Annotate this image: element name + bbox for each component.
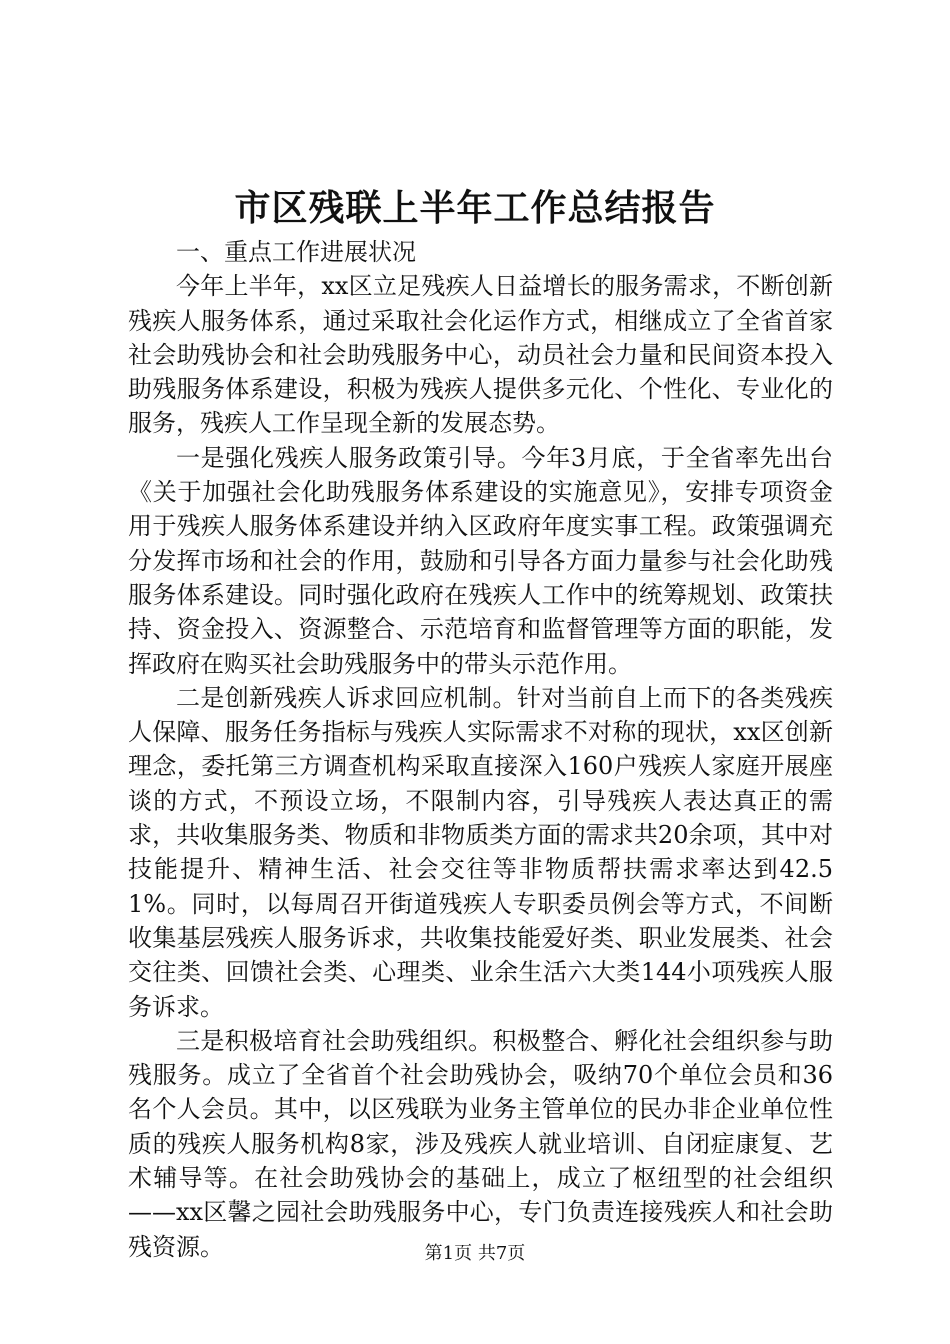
document-body bbox=[128, 235, 833, 1264]
body-paragraph: 一是强化残疾人服务政策引导。今年3月底，于全省率先出台《关于加强社会化助残服务体系建设的实施意见》，安排专项资金用于残疾人服务体系建设并纳入区政府年度实事工程。政策强调充分发挥市场和社会的作用，鼓励和引导各方面力量参与社会化助残服务体系建设。同时强化政府在残疾人工作中的统筹规划、政策扶持、资金投入、资源整合、示范培育和监督管理等方面的职能，发挥政府在购买社会助残服务中的带头示范作用。 bbox=[128, 443, 833, 678]
section-heading: 一、重点工作进展状况 bbox=[176, 238, 416, 266]
body-paragraph: 二是创新残疾人诉求回应机制。针对当前自上而下的各类残疾人保障、服务任务指标与残疾人实际需求不对称的现状，xx区创新理念，委托第三方调查机构采取直接深入160户残疾人家庭开展座谈的方式，不预设立场，不限制内容，引导残疾人表达真正的需求，共收集服务类、物质和非物质类方面的需求共20余项，其中对技能提升、精神生活、社会交往等非物质帮扶需求率达到42.51%。同时，以每周召开街道残疾人专职委员例会等方式，不间断收集基层残疾人服务诉求，共收集技能爱好类、职业发展类、社会交往类、回馈社会类、心理类、业余生活六大类144小项残疾人服务诉求。 bbox=[128, 683, 833, 1021]
body-paragraph: 三是积极培育社会助残组织。积极整合、孵化社会组织参与助残服务。成立了全省首个社会助残协会，吸纳70个单位会员和36名个人会员。其中，以区残联为业务主管单位的民办非企业单位性质的残疾人服务机构8家，涉及残疾人就业培训、自闭症康复、艺术辅导等。在社会助残协会的基础上，成立了枢纽型的社会组织——xx区馨之园社会助残服务中心，专门负责连接残疾人和社会助残资源。 bbox=[128, 1026, 833, 1261]
page-footer: 第1页 共7页 bbox=[424, 1243, 526, 1264]
body-paragraph: 今年上半年，xx区立足残疾人日益增长的服务需求，不断创新残疾人服务体系，通过采取社会化运作方式，相继成立了全省首家社会助残协会和社会助残服务中心，动员社会力量和民间资本投入助残服务体系建设，积极为残疾人提供多元化、个性化、专业化的服务，残疾人工作呈现全新的发展态势。 bbox=[128, 272, 833, 438]
page-title: 市区残联上半年工作总结报告 bbox=[234, 187, 716, 229]
